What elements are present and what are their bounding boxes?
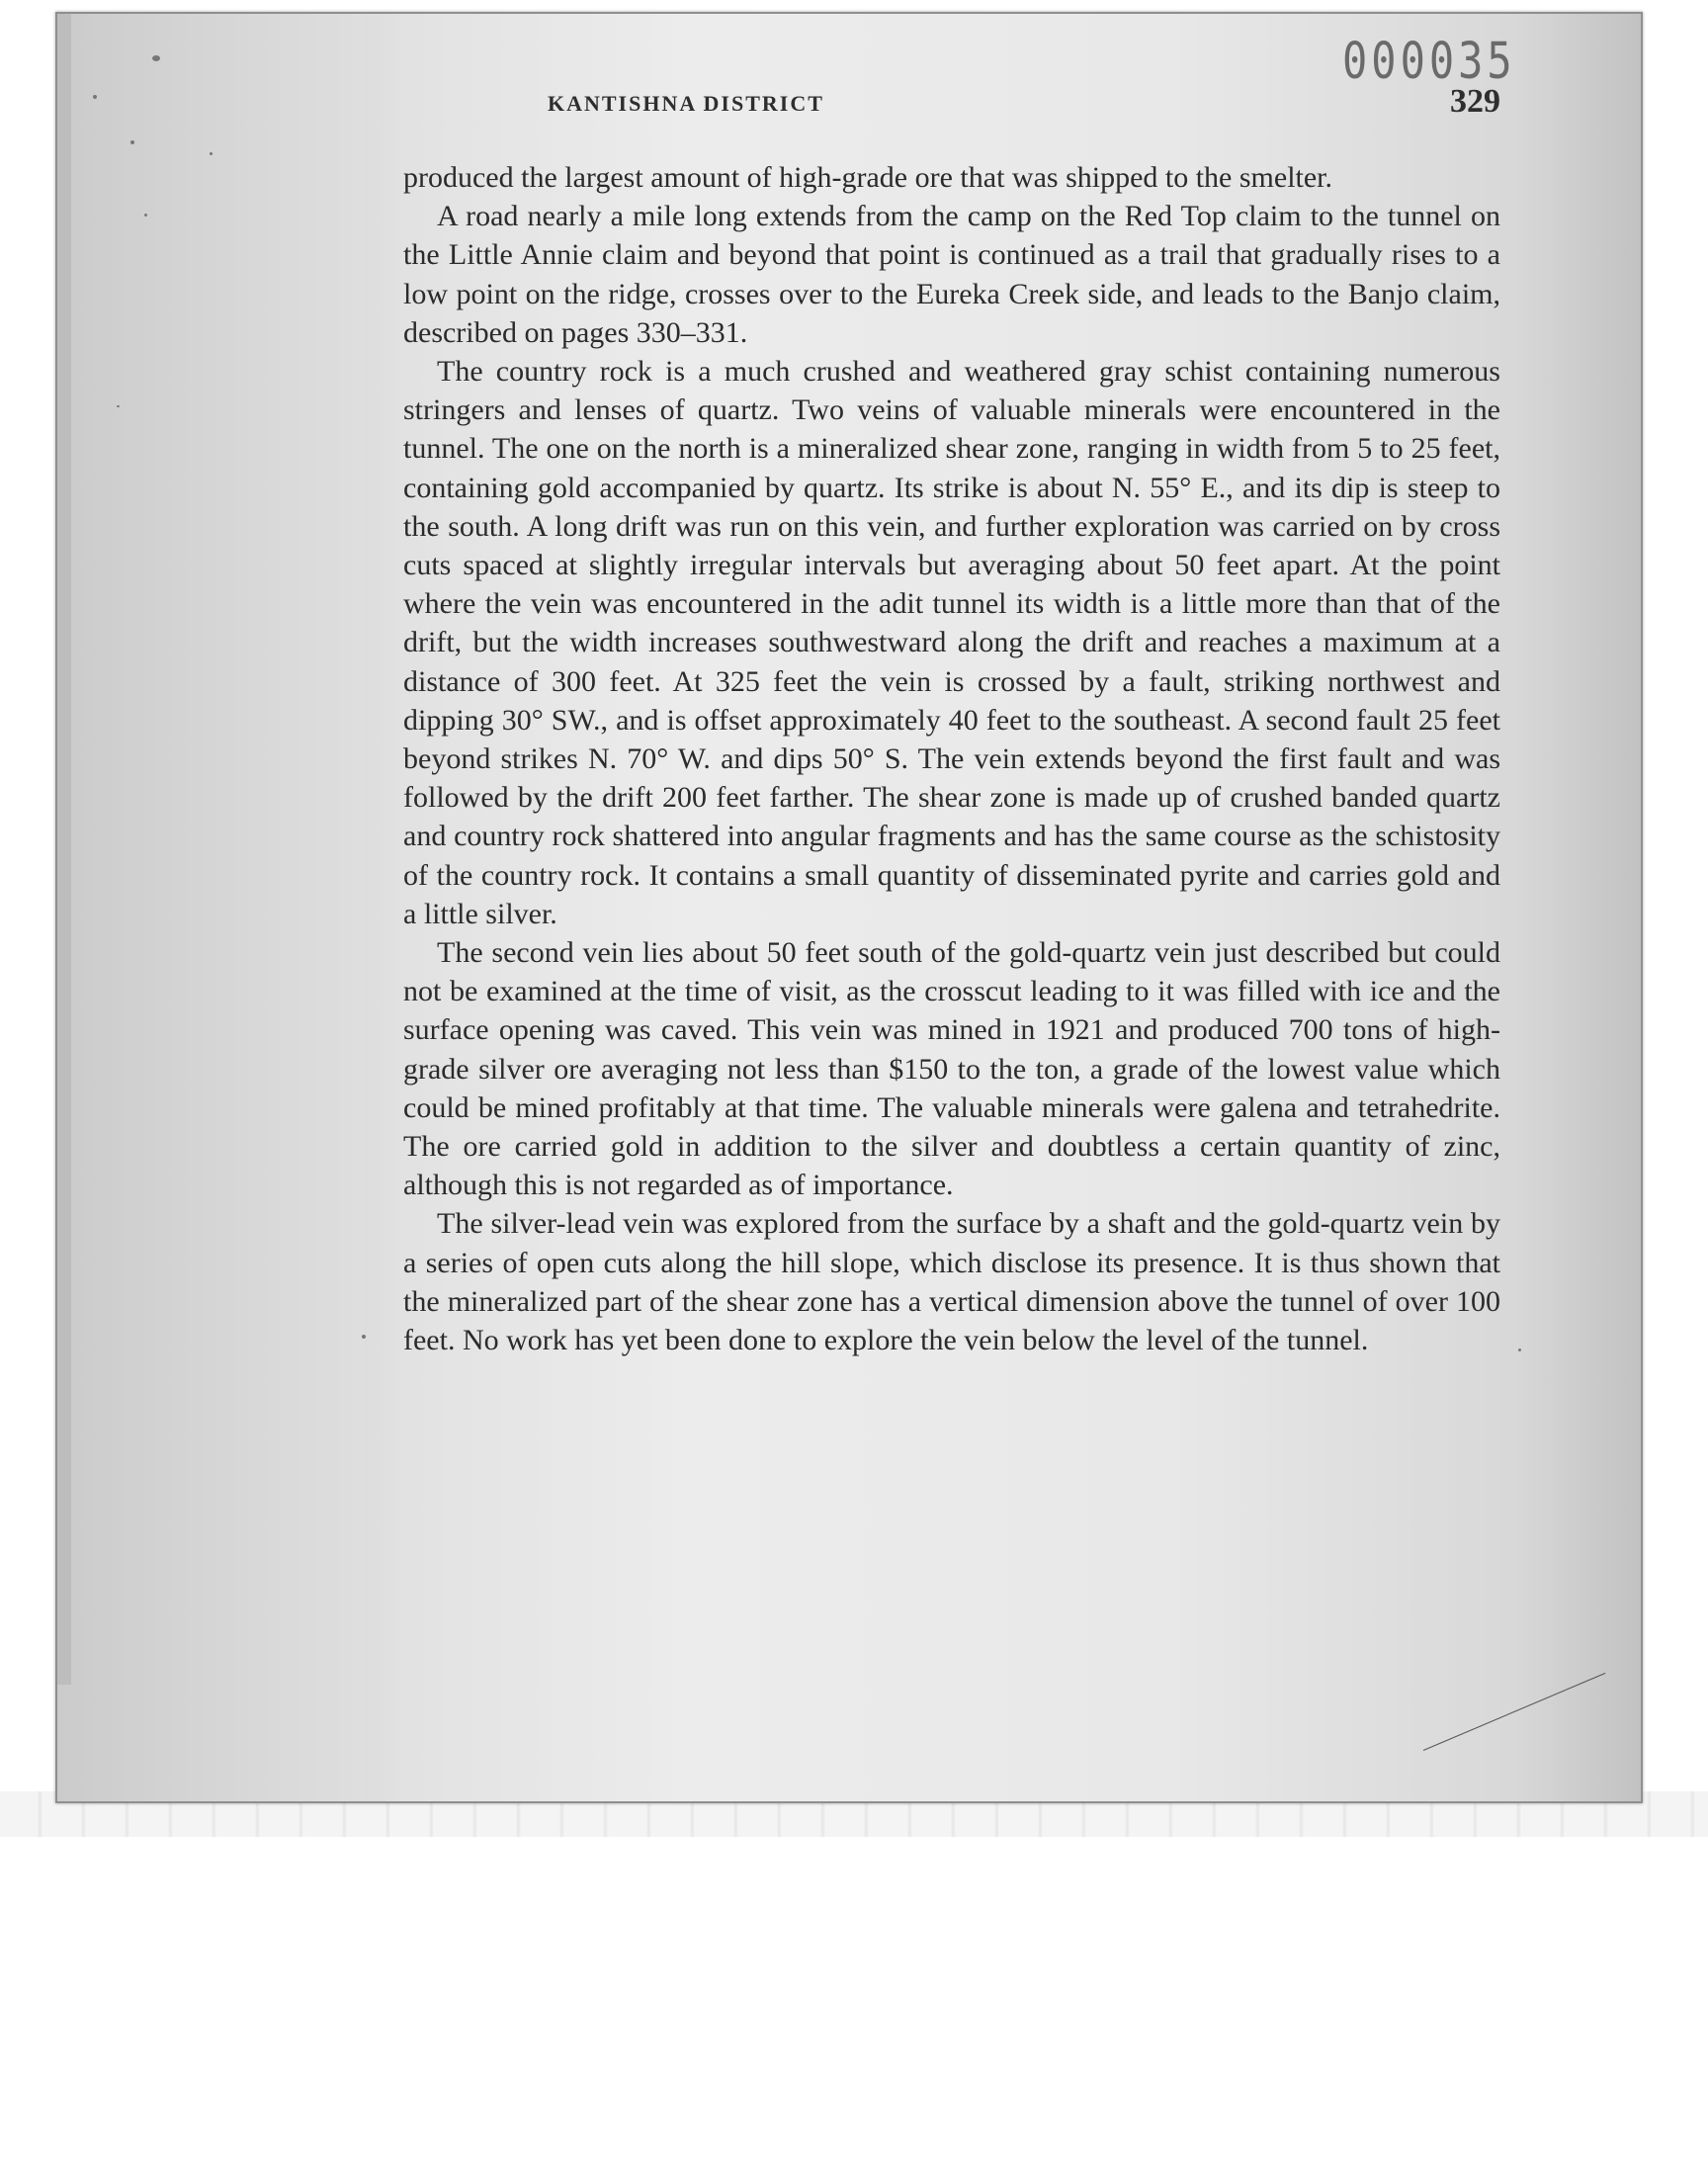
dust-speck <box>144 214 147 217</box>
dust-speck <box>93 95 97 99</box>
page-left-margin <box>57 14 364 1801</box>
dust-speck <box>210 152 213 155</box>
body-text <box>403 158 1500 1359</box>
dust-speck <box>117 405 120 407</box>
paragraph-second-vein: The second vein lies about 50 feet south of the gold-quartz vein just described but could not be examined at the time of visit, as the crosscut leading to it was filled with ice and the surface opening was caved. This vein was mined in 1921 and produced 700 tons of high-grade silver ore averaging not less than $150 to the ton, a grade of the lowest value which could be mined profitably at that time. The valuable minerals were galena and tetrahedrite. The ore carried gold in addition to the silver and doubtless a certain quantity of zinc, although this is not regarded as of importance. <box>403 936 1500 1202</box>
dust-speck <box>130 140 134 144</box>
page-header <box>271 77 1500 132</box>
page-number: 329 <box>1450 83 1500 120</box>
dust-speck <box>362 1335 366 1339</box>
running-head: KANTISHNA DISTRICT <box>548 91 824 116</box>
page-left-shadow <box>57 14 71 1685</box>
archive-stamp-number: 000035 <box>1342 32 1516 90</box>
paragraph-continued: produced the largest amount of high-grade ore that was shipped to the smelter. <box>403 161 1333 194</box>
paragraph-road: A road nearly a mile long extends from the camp on the Red Top claim to the tunnel on the Little Annie claim and beyond that point is continued as a trail that gradually rises to a low point on the ridge, crosses over to the Eureka Creek side, and leads to the Banjo claim, described on pages 330–331. <box>403 200 1500 349</box>
paragraph-country-rock: The country rock is a much crushed and weathered gray schist containing numerous stringers and lenses of quartz. Two veins of valuable minerals were encountered in the tunnel. The one on the north is a mineralized shear zone, ranging in width from 5 to 25 feet, containing gold accompanied by quartz. Its strike is about N. 55° E., and its dip is steep to the south. A long drift was run on this vein, and further exploration was carried on by cross cuts spaced at slightly irregular intervals but averaging about 50 feet apart. At the point where the vein was encountered in the adit tunnel its width is a little more than that of the drift, but the width increases southwestward along the drift and reaches a maximum at a distance of 300 feet. At 325 feet the vein is crossed by a fault, striking northwest and dipping 30° SW., and is offset approximately 40 feet to the southeast. A second fault 25 feet beyond strikes N. 70° W. and dips 50° S. The vein extends beyond the first fault and was followed by the drift 200 feet farther. The shear zone is made up of crushed banded quartz and country rock shattered into angular fragments and has the same course as the schistosity of the country rock. It contains a small quantity of disseminated pyrite and carries gold and a little silver. <box>403 355 1500 930</box>
dust-speck <box>152 55 160 61</box>
paragraph-silver-lead-vein: The silver-lead vein was explored from the surface by a shaft and the gold-quartz vein by a series of open cuts along the hill slope, which disclose its presence. It is thus shown that the mineralized part of the shear zone has a vertical dimension above the tunnel of over 100 feet. No work has yet been done to explore the vein below the level of the tunnel. <box>403 1207 1500 1357</box>
dust-speck <box>1518 1348 1521 1351</box>
